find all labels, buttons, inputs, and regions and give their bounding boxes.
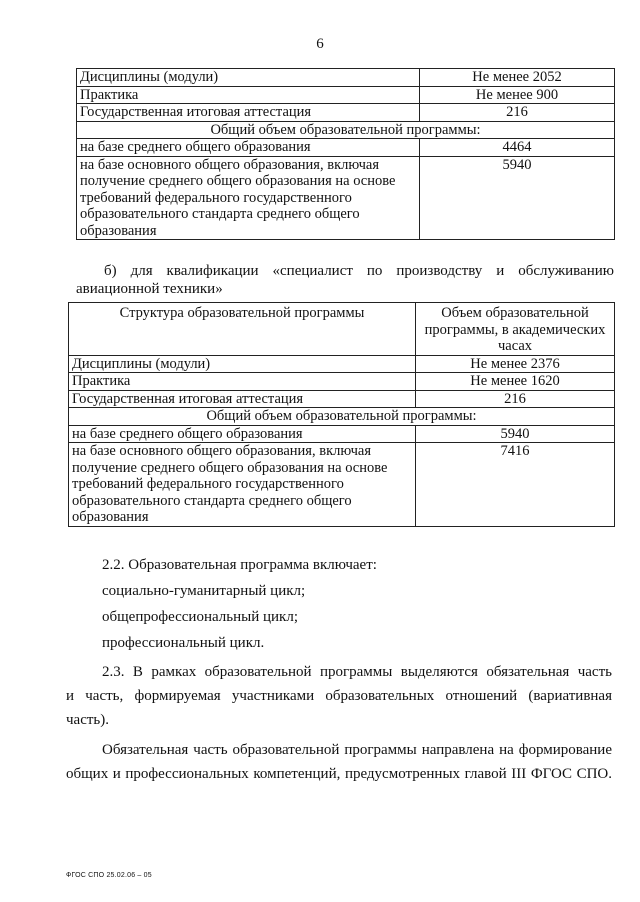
list-item: профессиональный цикл. bbox=[102, 635, 265, 651]
list-item: социально-гуманитарный цикл; bbox=[102, 583, 306, 599]
row-value: 5940 bbox=[416, 425, 615, 443]
table-row bbox=[77, 156, 615, 240]
table-volume-1 bbox=[76, 68, 615, 240]
row-value: Не менее 1620 bbox=[416, 373, 615, 391]
list-item: общепрофессиональный цикл; bbox=[102, 609, 298, 625]
page-number: 6 bbox=[316, 36, 324, 52]
row-label: Государственная итоговая аттестация bbox=[69, 390, 416, 408]
row-label: Дисциплины (модули) bbox=[77, 69, 420, 87]
table-row bbox=[69, 355, 615, 373]
row-value: 216 bbox=[416, 390, 615, 408]
row-value: Не менее 2376 bbox=[416, 355, 615, 373]
table-row bbox=[77, 121, 615, 139]
row-label: Практика bbox=[69, 373, 416, 391]
row-value: Не менее 2052 bbox=[420, 69, 615, 87]
table-volume-2 bbox=[68, 302, 615, 527]
header-structure: Структура образовательной программы bbox=[69, 303, 416, 356]
header-volume: Объем образовательной программы, в академических часах bbox=[416, 303, 615, 356]
row-label: Государственная итоговая аттестация bbox=[77, 104, 420, 122]
section-2-3 bbox=[66, 660, 612, 732]
table-row bbox=[77, 86, 615, 104]
qualification-heading bbox=[76, 262, 614, 298]
mandatory-part-line-2: общих и профессиональных компетенций, предусмотренных главой III ФГОС СПО. bbox=[66, 766, 612, 782]
row-label: Дисциплины (модули) bbox=[69, 355, 416, 373]
row-label: Практика bbox=[77, 86, 420, 104]
table-row bbox=[69, 373, 615, 391]
row-label: на базе среднего общего образования bbox=[69, 425, 416, 443]
footer-code: ФГОС СПО 25.02.06 – 05 bbox=[66, 872, 152, 879]
mandatory-part bbox=[66, 738, 612, 786]
row-label: на базе основного общего образования, включая получение среднего общего образования на основе требований федерального государственного образовательного стандарта среднего общего образования bbox=[69, 443, 416, 527]
section-2-2-intro: 2.2. Образовательная программа включает: bbox=[102, 557, 377, 573]
qualification-line-2: авиационной техники» bbox=[76, 281, 223, 297]
table-row bbox=[69, 390, 615, 408]
table-row bbox=[69, 443, 615, 527]
row-label: на базе среднего общего образования bbox=[77, 139, 420, 157]
row-value: 7416 bbox=[416, 443, 615, 527]
total-header: Общий объем образовательной программы: bbox=[69, 408, 615, 426]
section-2-3-line-3: часть). bbox=[66, 712, 110, 728]
row-value: 5940 bbox=[420, 156, 615, 240]
table-header-row bbox=[69, 303, 615, 356]
row-value: 4464 bbox=[420, 139, 615, 157]
table-row bbox=[77, 104, 615, 122]
row-value: 216 bbox=[420, 104, 615, 122]
qualification-line-1: б) для квалификации «специалист по производству и обслуживанию bbox=[104, 263, 614, 279]
table-row bbox=[77, 69, 615, 87]
total-header: Общий объем образовательной программы: bbox=[77, 121, 615, 139]
section-2-3-line-1: 2.3. В рамках образовательной программы выделяются обязательная часть bbox=[102, 664, 612, 680]
table-row bbox=[69, 408, 615, 426]
table-row bbox=[77, 139, 615, 157]
section-2-3-line-2: и часть, формируемая участниками образовательных отношений (вариативная bbox=[66, 688, 612, 704]
table-row bbox=[69, 425, 615, 443]
mandatory-part-line-1: Обязательная часть образовательной программы направлена на формирование bbox=[102, 742, 612, 758]
row-label: на базе основного общего образования, включая получение среднего общего образования на основе требований федерального государственного образовательного стандарта среднего общего образования bbox=[77, 156, 420, 240]
row-value: Не менее 900 bbox=[420, 86, 615, 104]
